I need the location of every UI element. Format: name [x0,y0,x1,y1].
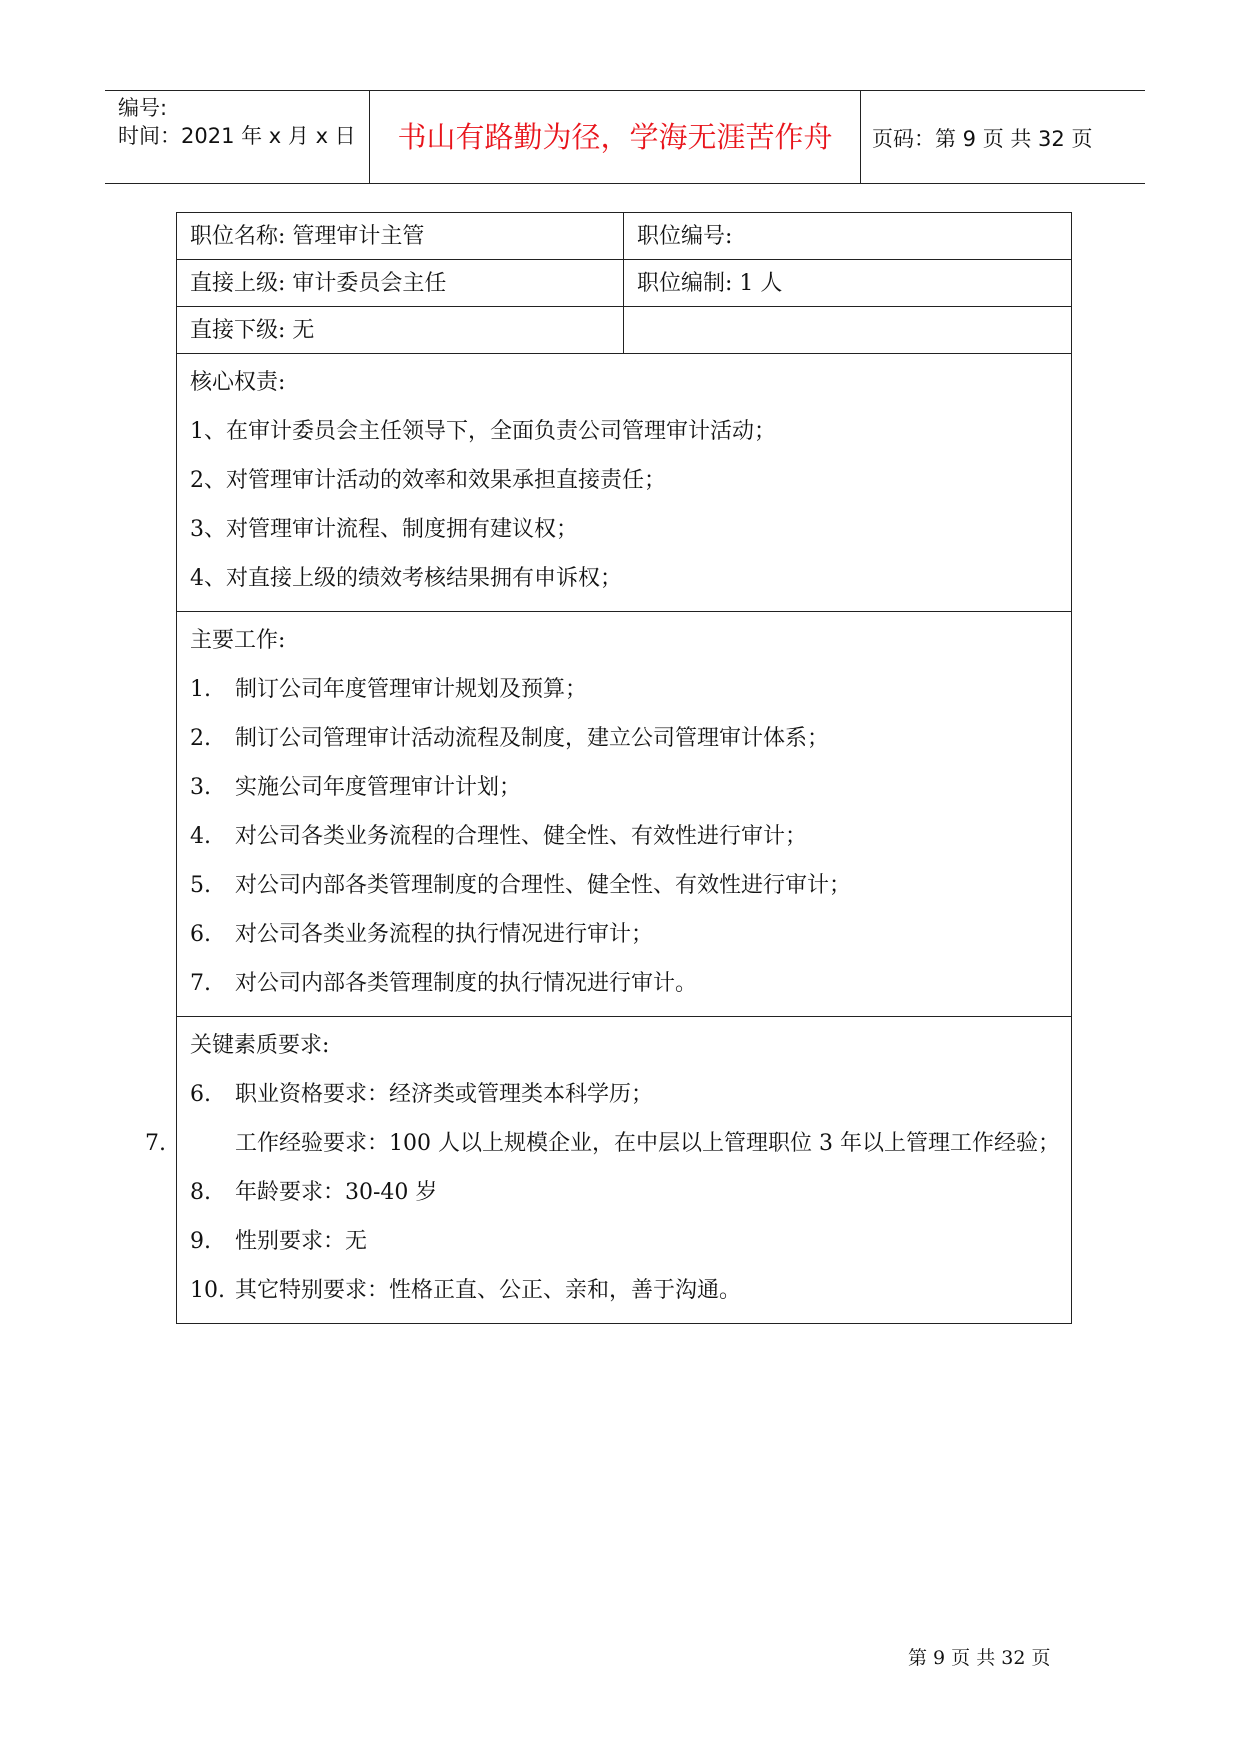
list-item [177,861,1071,910]
item-number: 8. [190,1180,211,1205]
item-number: 5. [190,873,211,898]
header-divider-right [860,90,861,184]
position-code-cell: 职位编号: [637,224,733,249]
section-title: 核心权责: [190,370,286,395]
table-row [177,213,1071,260]
item-number: 9. [190,1229,211,1254]
list-item [145,1119,1071,1168]
item-number: 1. [190,677,211,702]
item-number: 10. [190,1278,225,1303]
item-number: 7. [190,971,211,996]
core-responsibilities-section [177,354,1071,612]
header-bottom-rule [105,183,1145,184]
item-text: 对公司内部各类管理制度的执行情况进行审计。 [235,971,698,996]
item-number: 2. [190,726,211,751]
list-item: 4、对直接上级的绩效考核结果拥有申诉权； [190,566,622,591]
table-row [177,260,1071,307]
document-date-label: 时间：2021 年 x 月 x 日 [118,124,356,148]
document-number-label: 编号: [118,96,168,120]
item-number: 4. [190,824,211,849]
list-item: 1、在审计委员会主任领导下，全面负责公司管理审计活动； [190,419,776,444]
section-title: 主要工作: [190,628,286,653]
item-text: 制订公司管理审计活动流程及制度，建立公司管理审计体系； [235,726,830,751]
table-row [177,307,1071,354]
item-text: 实施公司年度管理审计计划； [235,775,522,800]
section-title: 关键素质要求: [190,1033,330,1058]
direct-subordinate-cell: 直接下级: 无 [177,307,624,353]
list-item [177,1217,1071,1266]
list-item [177,714,1071,763]
direct-superior-cell: 直接上级: 审计委员会主任 [177,260,624,306]
item-text: 工作经验要求：100 人以上规模企业，在中层以上管理职位 3 年以上管理工作经验； [235,1131,1060,1156]
item-text: 对公司内部各类管理制度的合理性、健全性、有效性进行审计； [235,873,852,898]
item-text: 年龄要求：30-40 岁 [235,1180,438,1205]
list-item [177,665,1071,714]
list-item [177,1070,1071,1119]
item-number: 6. [190,922,211,947]
item-number: 3. [190,775,211,800]
list-item [177,812,1071,861]
item-text: 性别要求：无 [235,1229,368,1254]
key-quality-section [145,1017,1071,1323]
header-top-rule [105,90,1145,91]
job-description-table [145,212,1072,1324]
position-name-cell: 职位名称: 管理审计主管 [177,213,624,259]
list-item [177,763,1071,812]
item-text: 其它特别要求：性格正直、公正、亲和，善于沟通。 [235,1278,742,1303]
list-item [177,910,1071,959]
item-text: 职业资格要求：经济类或管理类本科学历； [235,1082,654,1107]
list-item [177,959,1071,1008]
item-text: 对公司各类业务流程的合理性、健全性、有效性进行审计； [235,824,808,849]
item-text: 对公司各类业务流程的执行情况进行审计； [235,922,654,947]
item-number: 7. [145,1131,166,1156]
list-item [177,1266,1071,1315]
list-item [177,1168,1071,1217]
header-motto: 书山有路勤为径，学海无涯苦作舟 [397,120,833,154]
footer-page-number: 第 9 页 共 32 页 [908,1647,1051,1669]
main-work-section [177,612,1071,1017]
list-item: 2、对管理审计活动的效率和效果承担直接责任； [190,468,666,493]
item-number: 6. [190,1082,211,1107]
item-text: 制订公司年度管理审计规划及预算； [235,677,588,702]
empty-cell [624,307,1071,353]
list-item: 3、对管理审计流程、制度拥有建议权； [190,517,578,542]
headcount-cell: 职位编制: 1 人 [637,271,783,296]
header-page-info: 页码：第 9 页 共 32 页 [872,127,1093,151]
